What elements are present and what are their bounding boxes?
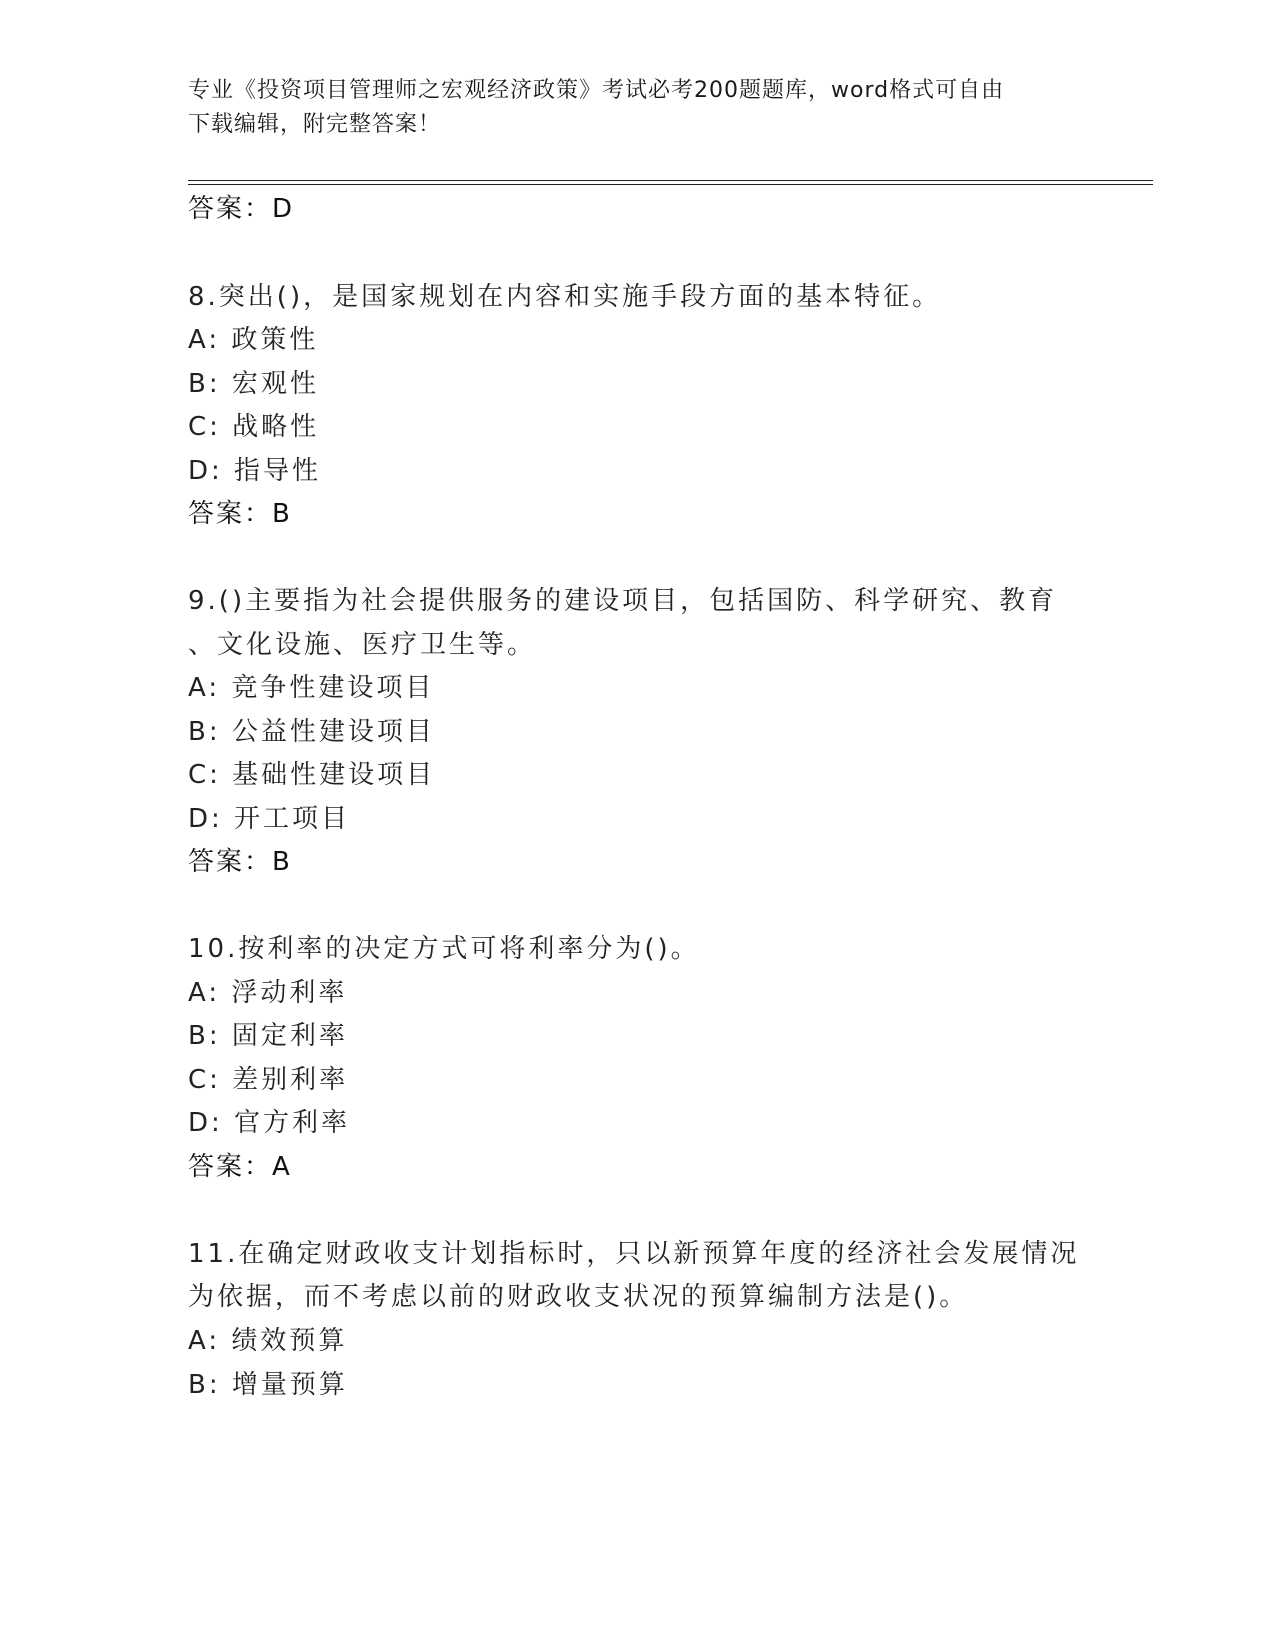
header-line-2: 下载编辑，附完整答案！ — [188, 112, 442, 137]
answer-label: 答案： — [188, 1152, 273, 1182]
question-10-option-d: D: 官方利率 — [188, 1108, 351, 1138]
question-9-stem-line-1: 9.()主要指为社会提供服务的建设项目，包括国防、科学研究、教育 — [188, 586, 1058, 616]
question-9-option-c: C: 基础性建设项目 — [188, 760, 436, 790]
question-9-option-b: B: 公益性建设项目 — [188, 717, 435, 747]
question-9-stem-line-2: 、文化设施、医疗卫生等。 — [188, 630, 537, 660]
question-11-stem-line-1: 11.在确定财政收支计划指标时，只以新预算年度的经济社会发展情况 — [188, 1239, 1080, 1269]
question-10-answer — [188, 1146, 291, 1183]
question-8-answer — [188, 493, 291, 530]
answer-label: 答案： — [188, 847, 273, 877]
question-11-option-b: B: 增量预算 — [188, 1370, 348, 1400]
question-10-option-a: A: 浮动利率 — [188, 978, 348, 1008]
question-9-option-a: A: 竞争性建设项目 — [188, 673, 435, 703]
answer-label: 答案： — [188, 499, 273, 529]
header-line-1: 专业《投资项目管理师之宏观经济政策》考试必考200题题库，word格式可自由 — [188, 78, 1005, 103]
answer-line — [188, 188, 293, 225]
answer-value: D — [272, 194, 294, 224]
header-divider-second — [188, 184, 1153, 185]
question-8-option-a: A: 政策性 — [188, 325, 319, 355]
question-8-option-d: D: 指导性 — [188, 456, 322, 486]
document-header — [188, 74, 1068, 142]
question-11-stem-line-2: 为依据，而不考虑以前的财政收支状况的预算编制方法是()。 — [188, 1282, 969, 1312]
question-8-stem: 8.突出()，是国家规划在内容和实施手段方面的基本特征。 — [188, 282, 942, 312]
question-9-answer — [188, 841, 291, 878]
question-10-option-b: B: 固定利率 — [188, 1021, 348, 1051]
answer-label: 答案： — [188, 194, 273, 224]
question-9-option-d: D: 开工项目 — [188, 804, 351, 834]
question-8-option-b: B: 宏观性 — [188, 369, 319, 399]
question-10-option-c: C: 差别利率 — [188, 1065, 349, 1095]
header-divider — [188, 180, 1153, 181]
answer-value: A — [272, 1152, 291, 1182]
answer-value: B — [272, 847, 291, 877]
question-10-stem: 10.按利率的决定方式可将利率分为()。 — [188, 934, 700, 964]
answer-value: B — [272, 499, 291, 529]
question-11-option-a: A: 绩效预算 — [188, 1326, 348, 1356]
question-8-option-c: C: 战略性 — [188, 412, 320, 442]
